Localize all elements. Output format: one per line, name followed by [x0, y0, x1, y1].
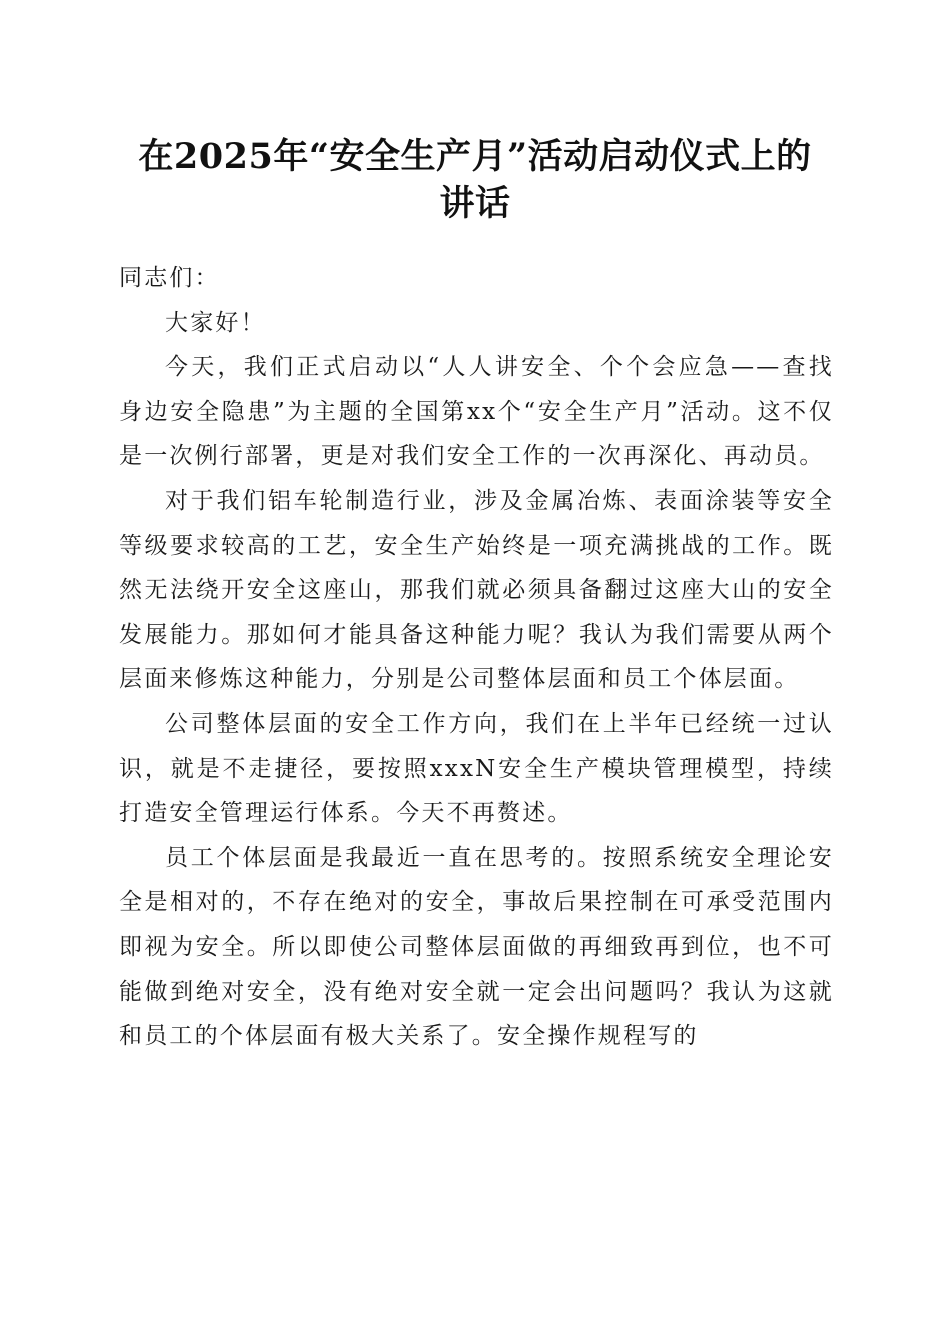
title-line-1: 在2025年“安全生产月”活动启动仪式上的 [138, 136, 812, 177]
paragraph-greeting: 大家好！ [165, 309, 266, 336]
paragraph-industry: 对于我们铝车轮制造行业，涉及金属冶炼、表面涂装等安全等级要求较高的工艺，安全生产始终是一项充满挑战的工作。既然无法绕开安全这座山，那我们就必须具备翻过这座大山的安全发展能力。那如何才能具备这种能力呢？我认为我们需要从两个层面来修炼这种能力，分别是公司整体层面和员工个体层面。 [119, 487, 834, 693]
paragraph-employee-level: 员工个体层面是我最近一直在思考的。按照系统安全理论安全是相对的，不存在绝对的安全，事故后果控制在可承受范围内即视为安全。所以即使公司整体层面做的再细致再到位，也不可能做到绝对安全，没有绝对安全就一定会出问题吗？我认为这就和员工的个体层面有极大关系了。安全操作规程写的 [119, 844, 834, 1050]
paragraph-company-level: 公司整体层面的安全工作方向，我们在上半年已经统一过认识，就是不走捷径，要按照xxxN安全生产模块管理模型，持续打造安全管理运行体系。今天不再赘述。 [119, 710, 834, 827]
paragraph-intro: 今天，我们正式启动以“人人讲安全、个个会应急——查找身边安全隐患”为主题的全国第xx个“安全生产月”活动。这不仅是一次例行部署，更是对我们安全工作的一次再深化、再动员。 [119, 354, 834, 470]
document-title [110, 133, 840, 227]
salutation: 同志们： [119, 265, 220, 291]
document-body [119, 256, 834, 1059]
title-line-2: 讲话 [439, 183, 511, 224]
